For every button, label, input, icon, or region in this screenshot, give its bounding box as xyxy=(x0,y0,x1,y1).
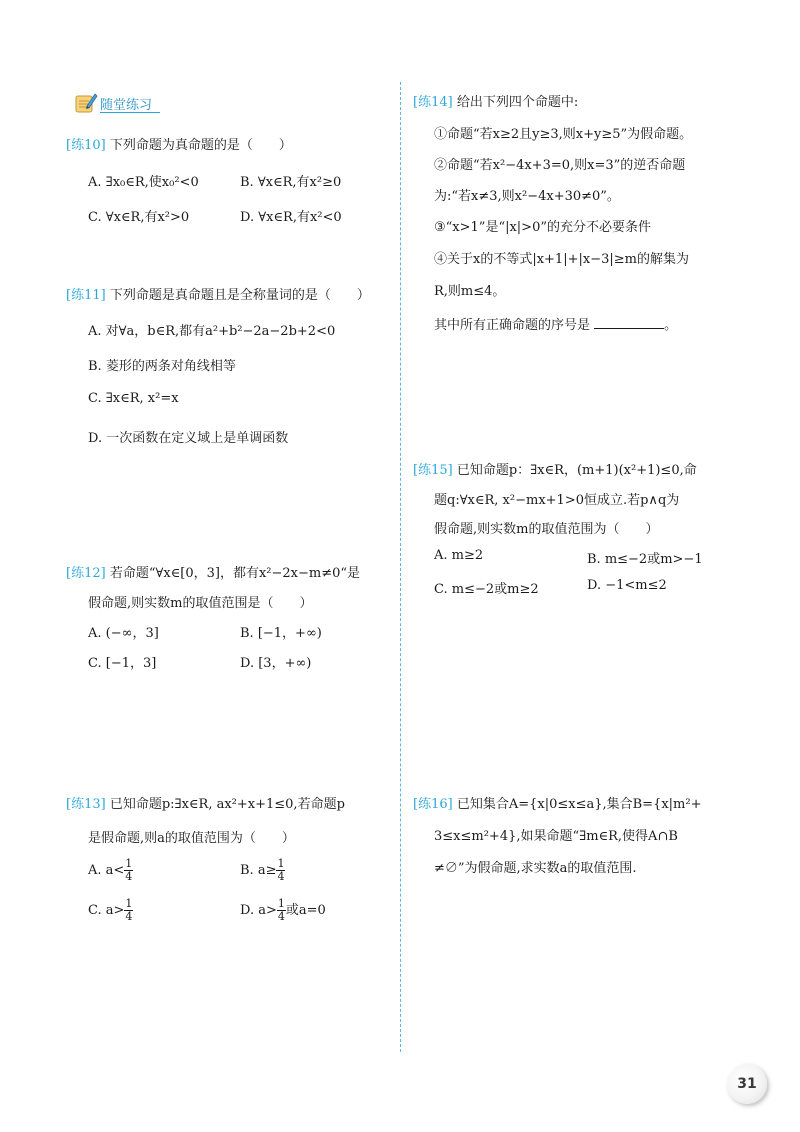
option-a: A. a< $\frac{1}{4}$ xyxy=(88,857,133,883)
question-stem-line-1: 已知命题p:∃x∈R, ax²+x+1≤0,若命题p xyxy=(109,797,345,812)
option-c: C. ∃x∈R, x²=x xyxy=(88,391,179,406)
question-stem: 给出下列四个命题中: xyxy=(456,95,579,110)
question-stem-line-2: 是假命题,则a的取值范围为（ ） xyxy=(88,831,295,846)
statement-2-line-2: 为:“若x≠3,则x²−4x+30≠0”。 xyxy=(434,189,620,204)
statement-3: ③“x>1”是“|x|>0”的充分不必要条件 xyxy=(434,220,651,235)
option-a: A. (−∞，3] xyxy=(88,626,159,641)
statement-1: ①命题“若x≥2且y≥3,则x+y≥5”为假命题。 xyxy=(434,127,693,142)
question-stem-line-1: 若命题“∀x∈[0，3]，都有x²−2x−m≠0“是 xyxy=(109,566,361,581)
option-a: A. ∃x₀∈R,使x₀²<0 xyxy=(88,175,199,190)
section-title-underline xyxy=(100,112,160,113)
section-header xyxy=(74,92,162,114)
fraction: $\frac{1}{4}$ xyxy=(125,857,133,883)
option-b: B. 菱形的两条对角线相等 xyxy=(88,359,236,374)
option-b: B. [−1，+∞) xyxy=(240,626,322,641)
question-stem-line-1: 已知集合A={x|0≤x≤a},集合B={x|m²+ xyxy=(456,797,702,812)
option-d: D. ∀x∈R,有x²<0 xyxy=(240,210,342,225)
question-tag: [练12] xyxy=(66,566,106,581)
question-tag: [练11] xyxy=(66,288,106,303)
question-stem-line-2: 假命题,则实数m的取值范围是（ ） xyxy=(88,596,313,611)
option-b: B. a≥ $\frac{1}{4}$ xyxy=(240,857,285,883)
statement-2-line-1: ②命题“若x²−4x+3=0,则x=3”的逆否命题 xyxy=(434,158,686,173)
page-number: 31 xyxy=(727,1064,767,1104)
section-title: 随堂练习 xyxy=(100,98,153,113)
question-tag: [练14] xyxy=(413,95,453,110)
option-a: A. 对∀a，b∈R,都有a²+b²−2a−2b+2<0 xyxy=(88,324,336,339)
question-stem: 下列命题是真命题且是全称量词的是（ ） xyxy=(109,288,370,303)
fraction: $\frac{1}{4}$ xyxy=(277,857,285,883)
option-c: C. a> $\frac{1}{4}$ xyxy=(88,897,133,923)
option-b: B. m≤−2或m>−1 xyxy=(587,552,703,567)
question-stem-line-3: 假命题,则实数m的取值范围为（ ） xyxy=(434,522,659,537)
fraction: $\frac{1}{4}$ xyxy=(277,897,285,923)
answer-blank[interactable] xyxy=(594,316,664,329)
option-a: A. m≥2 xyxy=(434,548,484,563)
option-c: C. ∀x∈R,有x²>0 xyxy=(88,210,190,225)
option-d: D. [3，+∞) xyxy=(240,656,312,671)
option-d: D. a> $\frac{1}{4}$ 或a=0 xyxy=(240,897,326,923)
question-stem-line-1: 已知命题p：∃x∈R，(m+1)(x²+1)≤0,命 xyxy=(456,463,697,478)
question-tag: [练16] xyxy=(413,797,453,812)
option-d: D. −1<m≤2 xyxy=(587,578,667,593)
question-ask: 其中所有正确命题的序号是 。 xyxy=(434,318,678,333)
option-c: C. m≤−2或m≥2 xyxy=(434,582,539,597)
question-stem-line-2: 题q:∀x∈R, x²−mx+1>0恒成立.若p∧q为 xyxy=(434,493,680,508)
question-tag: [练15] xyxy=(413,463,453,478)
question-stem-line-3: ≠∅”为假命题,求实数a的取值范围. xyxy=(434,861,637,876)
question-stem-line-2: 3≤x≤m²+4},如果命题“∃m∈R,使得A∩B xyxy=(434,829,678,844)
pencil-notebook-icon xyxy=(74,92,98,114)
option-c: C. [−1，3] xyxy=(88,656,157,671)
fraction: $\frac{1}{4}$ xyxy=(125,897,133,923)
statement-4-line-1: ④关于x的不等式|x+1|+|x−3|≥m的解集为 xyxy=(434,252,689,267)
question-stem: 下列命题为真命题的是（ ） xyxy=(109,138,292,153)
question-tag: [练13] xyxy=(66,797,106,812)
question-tag: [练10] xyxy=(66,138,106,153)
option-d: D. 一次函数在定义域上是单调函数 xyxy=(88,431,289,446)
statement-4-line-2: R,则m≤4。 xyxy=(434,284,506,299)
option-b: B. ∀x∈R,有x²≥0 xyxy=(240,175,342,190)
column-divider xyxy=(400,82,401,1052)
